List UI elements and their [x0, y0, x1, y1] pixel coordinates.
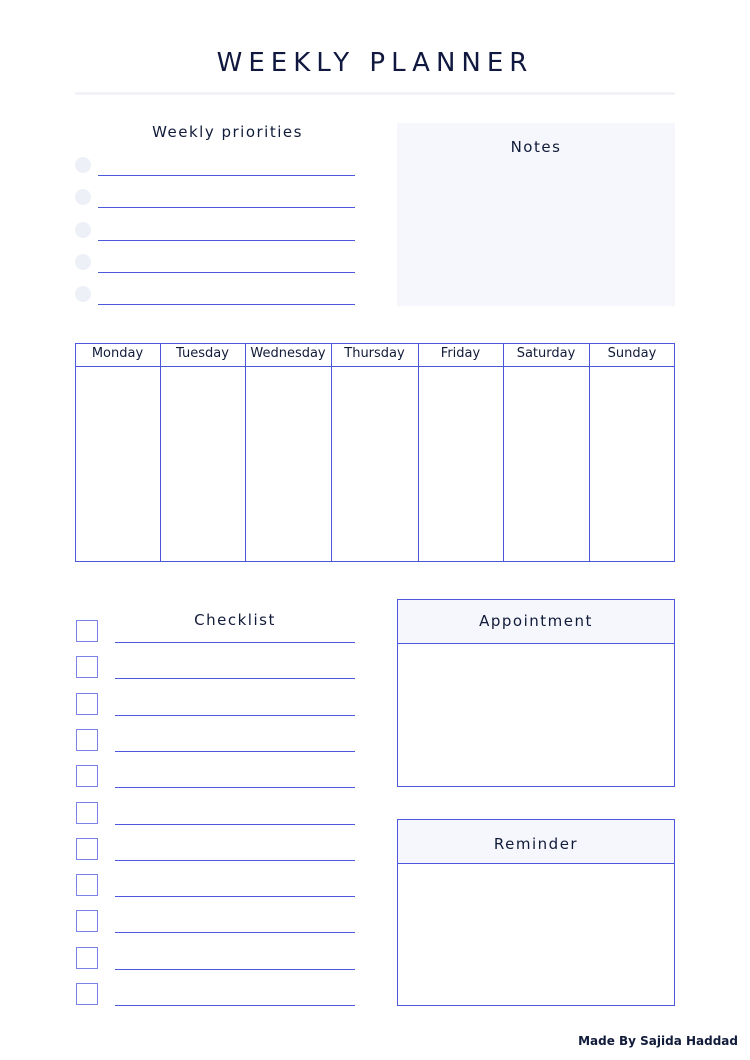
appointment-header: [398, 600, 674, 644]
reminder-heading: Reminder: [493, 835, 579, 853]
checklist-line[interactable]: [115, 642, 355, 643]
checklist-line[interactable]: [115, 678, 355, 679]
day-divider: [589, 343, 590, 562]
checklist-line[interactable]: [115, 787, 355, 788]
day-column-saturday[interactable]: [504, 367, 588, 561]
page-title: WEEKLY PLANNER: [216, 48, 534, 78]
day-label-friday: Friday: [440, 346, 481, 361]
appointment-panel[interactable]: [397, 599, 675, 787]
priority-line[interactable]: [98, 207, 355, 208]
day-divider: [418, 343, 419, 562]
checklist-line[interactable]: [115, 932, 355, 933]
priority-bullet: [75, 189, 91, 205]
priority-line[interactable]: [98, 240, 355, 241]
reminder-header: [398, 820, 674, 864]
day-divider: [160, 343, 161, 562]
checklist-line[interactable]: [115, 751, 355, 752]
checklist-checkbox[interactable]: [76, 947, 98, 969]
day-divider: [503, 343, 504, 562]
day-column-monday[interactable]: [76, 367, 159, 561]
checklist-checkbox[interactable]: [76, 656, 98, 678]
checklist-line[interactable]: [115, 1005, 355, 1006]
priority-line[interactable]: [98, 175, 355, 176]
day-label-saturday: Saturday: [516, 346, 576, 361]
checklist-checkbox[interactable]: [76, 838, 98, 860]
day-label-tuesday: Tuesday: [176, 346, 229, 361]
priority-bullet: [75, 286, 91, 302]
priority-bullet: [75, 254, 91, 270]
checklist-checkbox[interactable]: [76, 983, 98, 1005]
checklist-checkbox[interactable]: [76, 620, 98, 642]
day-divider: [331, 343, 332, 562]
day-label-sunday: Sunday: [607, 346, 657, 361]
checklist-checkbox[interactable]: [76, 874, 98, 896]
checklist-checkbox[interactable]: [76, 729, 98, 751]
day-column-wednesday[interactable]: [246, 367, 330, 561]
checklist-checkbox[interactable]: [76, 765, 98, 787]
day-label-thursday: Thursday: [344, 346, 405, 361]
appointment-heading: Appointment: [479, 612, 593, 630]
checklist-line[interactable]: [115, 860, 355, 861]
checklist-line[interactable]: [115, 715, 355, 716]
checklist-line[interactable]: [115, 896, 355, 897]
priority-bullet: [75, 222, 91, 238]
day-column-friday[interactable]: [419, 367, 502, 561]
author-credit: Made By Sajida Haddad: [578, 1034, 738, 1048]
priority-line[interactable]: [98, 304, 355, 305]
day-column-thursday[interactable]: [332, 367, 417, 561]
checklist-line[interactable]: [115, 824, 355, 825]
day-label-monday: Monday: [91, 346, 144, 361]
day-column-sunday[interactable]: [590, 367, 674, 561]
checklist-checkbox[interactable]: [76, 693, 98, 715]
priority-line[interactable]: [98, 272, 355, 273]
day-label-wednesday: Wednesday: [250, 346, 326, 361]
day-divider: [245, 343, 246, 562]
checklist-line[interactable]: [115, 969, 355, 970]
day-column-tuesday[interactable]: [161, 367, 244, 561]
checklist-heading: Checklist: [194, 611, 276, 629]
notes-heading: Notes: [510, 138, 562, 156]
reminder-panel[interactable]: [397, 819, 675, 1006]
title-divider: [75, 92, 675, 95]
priorities-heading: Weekly priorities: [152, 123, 303, 141]
checklist-checkbox[interactable]: [76, 910, 98, 932]
priority-bullet: [75, 157, 91, 173]
checklist-checkbox[interactable]: [76, 802, 98, 824]
